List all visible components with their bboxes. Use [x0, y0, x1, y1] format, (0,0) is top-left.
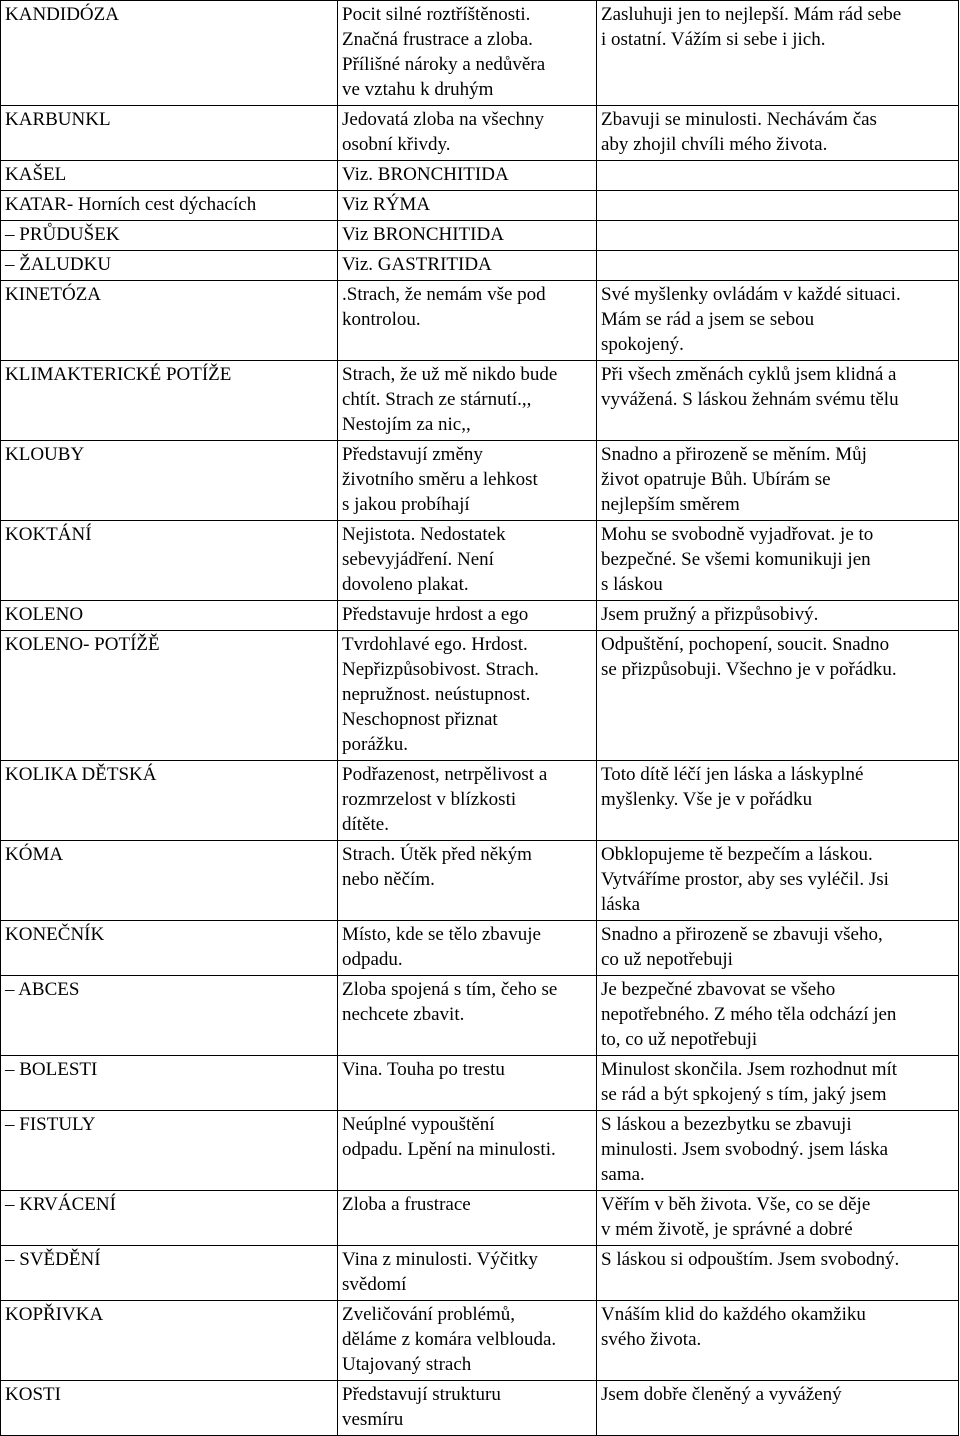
affirmation-cell: Vnáším klid do každého okamžiku svého života. — [597, 1301, 959, 1381]
affirmation-cell: Mohu se svobodně vyjadřovat. je to bezpečné. Se všemi komunikuji jen s láskou — [597, 521, 959, 601]
table-row — [1, 441, 959, 521]
table-row — [1, 1381, 959, 1436]
condition-cell: – KRVÁCENÍ — [1, 1191, 338, 1246]
condition-cell: – BOLESTI — [1, 1056, 338, 1111]
table-row — [1, 921, 959, 976]
cause-cell: Zveličování problémů, děláme z komára velblouda. Utajovaný strach — [338, 1301, 597, 1381]
affirmation-cell — [597, 191, 959, 221]
condition-cell: KOKTÁNÍ — [1, 521, 338, 601]
table-row — [1, 631, 959, 761]
condition-cell: KANDIDÓZA — [1, 1, 338, 106]
table-row — [1, 761, 959, 841]
table-body — [1, 1, 959, 1436]
affirmation-cell: Při všech změnách cyklů jsem klidná a vyvážená. S láskou žehnám svému tělu — [597, 361, 959, 441]
condition-cell: KÓMA — [1, 841, 338, 921]
cause-cell: Tvrdohlavé ego. Hrdost. Nepřizpůsobivost. Strach. nepružnost. neústupnost. Neschopnost přiznat porážku. — [338, 631, 597, 761]
affirmation-cell: Toto dítě léčí jen láska a láskyplné myšlenky. Vše je v pořádku — [597, 761, 959, 841]
table-row — [1, 106, 959, 161]
affirmation-cell: S láskou si odpouštím. Jsem svobodný. — [597, 1246, 959, 1301]
affirmation-cell: Je bezpečné zbavovat se všeho nepotřebného. Z mého těla odchází jen to, co už nepotřebuji — [597, 976, 959, 1056]
cause-cell: Vina. Touha po trestu — [338, 1056, 597, 1111]
cause-cell: Strach, že už mě nikdo bude chtít. Strach ze stárnutí.,, Nestojím za nic,, — [338, 361, 597, 441]
table-row — [1, 1056, 959, 1111]
affirmation-cell — [597, 161, 959, 191]
affirmation-cell — [597, 251, 959, 281]
cause-cell: Neúplné vypouštění odpadu. Lpění na minulosti. — [338, 1111, 597, 1191]
affirmation-cell: Jsem dobře členěný a vyvážený — [597, 1381, 959, 1436]
condition-cell: – ŽALUDKU — [1, 251, 338, 281]
cause-cell: Strach. Útěk před někým nebo něčím. — [338, 841, 597, 921]
cause-cell: Představuje hrdost a ego — [338, 601, 597, 631]
cause-cell: Představují změny životního směru a lehkost s jakou probíhají — [338, 441, 597, 521]
affirmation-cell: Zbavuji se minulosti. Nechávám čas aby zhojil chvíli mého života. — [597, 106, 959, 161]
affirmation-cell — [597, 221, 959, 251]
cause-cell: Místo, kde se tělo zbavuje odpadu. — [338, 921, 597, 976]
cause-cell: Jedovatá zloba na všechny osobní křivdy. — [338, 106, 597, 161]
table-row — [1, 1, 959, 106]
cause-cell: Zloba spojená s tím, čeho se nechcete zbavit. — [338, 976, 597, 1056]
affirmation-cell: S láskou a bezezbytku se zbavuji minulosti. Jsem svobodný. jsem láska sama. — [597, 1111, 959, 1191]
table-row — [1, 281, 959, 361]
condition-cell: KARBUNKL — [1, 106, 338, 161]
condition-cell: KATAR- Horních cest dýchacích — [1, 191, 338, 221]
cause-cell: Zloba a frustrace — [338, 1191, 597, 1246]
condition-cell: KOSTI — [1, 1381, 338, 1436]
condition-cell: – ABCES — [1, 976, 338, 1056]
cause-cell: Podřazenost, netrpělivost a rozmrzelost v blízkosti dítěte. — [338, 761, 597, 841]
condition-cell: – SVĚDĚNÍ — [1, 1246, 338, 1301]
affirmation-cell: Odpuštění, pochopení, soucit. Snadno se přizpůsobuji. Všechno je v pořádku. — [597, 631, 959, 761]
table-row — [1, 1191, 959, 1246]
condition-cell: KOLENO- POTÍŽĚ — [1, 631, 338, 761]
table-row — [1, 1111, 959, 1191]
cause-cell: .Strach, že nemám vše pod kontrolou. — [338, 281, 597, 361]
cause-cell: Viz. BRONCHITIDA — [338, 161, 597, 191]
table-row — [1, 251, 959, 281]
condition-cell: KLIMAKTERICKÉ POTÍŽE — [1, 361, 338, 441]
table-row — [1, 161, 959, 191]
affirmation-cell: Minulost skončila. Jsem rozhodnut mít se rád a být spkojený s tím, jaký jsem — [597, 1056, 959, 1111]
condition-cell: KOPŘIVKA — [1, 1301, 338, 1381]
condition-cell: – PRŮDUŠEK — [1, 221, 338, 251]
table-row — [1, 521, 959, 601]
cause-cell: Pocit silné roztříštěnosti. Značná frustrace a zloba. Přílišné nároky a nedůvěra ve vztahu k druhým — [338, 1, 597, 106]
affirmation-cell: Věřím v běh života. Vše, co se děje v mém životě, je správné a dobré — [597, 1191, 959, 1246]
condition-cell: KLOUBY — [1, 441, 338, 521]
condition-cell: KONEČNÍK — [1, 921, 338, 976]
cause-cell: Viz RÝMA — [338, 191, 597, 221]
table-row — [1, 841, 959, 921]
affirmation-cell: Své myšlenky ovládám v každé situaci. Mám se rád a jsem se sebou spokojený. — [597, 281, 959, 361]
cause-cell: Viz. GASTRITIDA — [338, 251, 597, 281]
table-row — [1, 221, 959, 251]
table-row — [1, 976, 959, 1056]
cause-cell: Představují strukturu vesmíru — [338, 1381, 597, 1436]
cause-cell: Viz BRONCHITIDA — [338, 221, 597, 251]
affirmation-cell: Jsem pružný a přizpůsobivý. — [597, 601, 959, 631]
condition-cell: KINETÓZA — [1, 281, 338, 361]
affirmation-cell: Zasluhuji jen to nejlepší. Mám rád sebe i ostatní. Vážím si sebe i jich. — [597, 1, 959, 106]
affirmation-cell: Obklopujeme tě bezpečím a láskou. Vytváříme prostor, aby ses vyléčil. Jsi láska — [597, 841, 959, 921]
condition-cell: – FISTULY — [1, 1111, 338, 1191]
table-row — [1, 601, 959, 631]
affirmation-cell: Snadno a přirozeně se měním. Můj život opatruje Bůh. Ubírám se nejlepším směrem — [597, 441, 959, 521]
condition-cell: KOLIKA DĚTSKÁ — [1, 761, 338, 841]
affirmation-cell: Snadno a přirozeně se zbavuji všeho, co už nepotřebuji — [597, 921, 959, 976]
condition-cell: KAŠEL — [1, 161, 338, 191]
table-row — [1, 361, 959, 441]
table-row — [1, 191, 959, 221]
cause-cell: Vina z minulosti. Výčitky svědomí — [338, 1246, 597, 1301]
cause-cell: Nejistota. Nedostatek sebevyjádření. Není dovoleno plakat. — [338, 521, 597, 601]
table-row — [1, 1301, 959, 1381]
table-row — [1, 1246, 959, 1301]
condition-cell: KOLENO — [1, 601, 338, 631]
